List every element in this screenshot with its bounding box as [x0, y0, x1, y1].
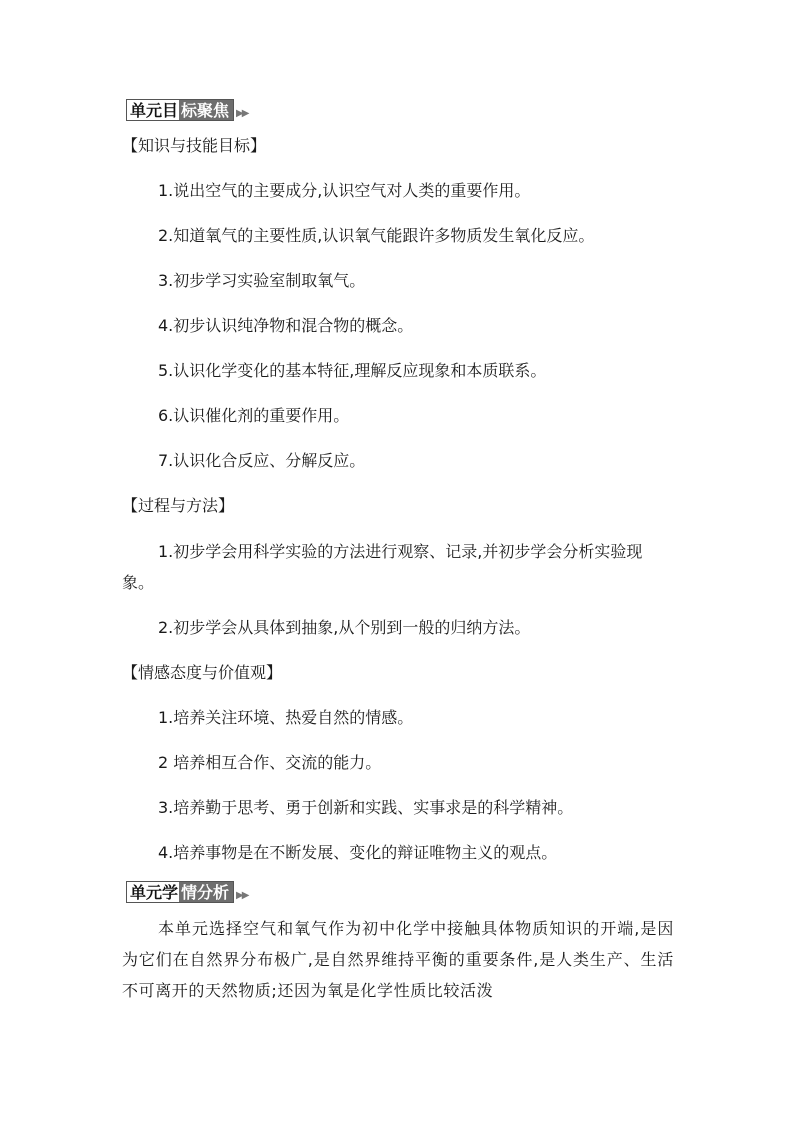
banner-label-part1: 单元学: [126, 881, 179, 903]
heading-knowledge-skills: 【知识与技能目标】: [122, 136, 267, 155]
process-item-1: 1.初步学会用科学实验的方法进行观察、记录,并初步学会分析实验现象。: [122, 542, 643, 592]
banner-label-part1: 单元目: [126, 99, 179, 121]
knowledge-item-5: 5.认识化学变化的基本特征,理解反应现象和本质联系。: [158, 361, 547, 380]
knowledge-item-3: 3.初步学习实验室制取氧气。: [158, 271, 366, 290]
knowledge-item-4: 4.初步认识纯净物和混合物的概念。: [158, 316, 414, 335]
double-arrow-icon: ▶▶: [236, 108, 248, 119]
emotion-item-1: 1.培养关注环境、热爱自然的情感。: [158, 708, 414, 727]
double-arrow-icon: ▶▶: [236, 890, 248, 901]
process-item-2: 2.初步学会从具体到抽象,从个别到一般的归纳方法。: [158, 618, 531, 637]
banner-label-part2: 标聚焦: [179, 99, 234, 121]
analysis-paragraph: 本单元选择空气和氧气作为初中化学中接触具体物质知识的开端,是因为它们在自然界分布极广,是自然界维持平衡的重要条件,是人类生产、生活不可离开的天然物质;还因为氧是化学性质比较活泼: [122, 919, 674, 1000]
knowledge-item-7: 7.认识化合反应、分解反应。: [158, 451, 366, 470]
heading-process-methods: 【过程与方法】: [122, 496, 235, 515]
heading-emotion-values: 【情感态度与价值观】: [122, 663, 283, 682]
knowledge-item-6: 6.认识催化剂的重要作用。: [158, 406, 350, 425]
knowledge-item-1: 1.说出空气的主要成分,认识空气对人类的重要作用。: [158, 181, 531, 200]
emotion-item-4: 4.培养事物是在不断发展、变化的辩证唯物主义的观点。: [158, 843, 558, 862]
knowledge-item-2: 2.知道氧气的主要性质,认识氧气能跟许多物质发生氧化反应。: [158, 226, 595, 245]
emotion-item-2: 2 培养相互合作、交流的能力。: [158, 753, 382, 772]
banner-label-part2: 情分析: [179, 881, 234, 903]
emotion-item-3: 3.培养勤于思考、勇于创新和实践、实事求是的科学精神。: [158, 798, 574, 817]
section-banner-analysis: [126, 881, 247, 903]
section-banner-goals: [126, 99, 247, 121]
